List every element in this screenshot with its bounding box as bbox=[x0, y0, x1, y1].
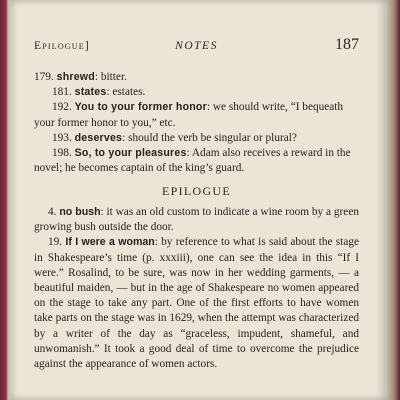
note-number: 193. bbox=[52, 131, 72, 144]
note-text: : we should write, “I bequeath your former honor to you,” etc. bbox=[34, 101, 344, 129]
note-item bbox=[34, 235, 359, 372]
note-text: : Adam also receives a reward in the novel; he becomes captain of the king’s guard. bbox=[34, 147, 351, 175]
section-title: EPILOGUE bbox=[161, 184, 232, 198]
note-number: 181. bbox=[52, 86, 72, 99]
epilogue-notes bbox=[34, 205, 359, 372]
note-item bbox=[34, 100, 359, 130]
note-item bbox=[34, 146, 359, 176]
note-item bbox=[34, 70, 359, 85]
note-term: You to your former honor bbox=[74, 101, 207, 114]
note-term: If I were a woman bbox=[65, 236, 155, 249]
note-term: So, to your pleasures bbox=[74, 147, 187, 160]
page-edge bbox=[388, 0, 391, 400]
note-text: : by reference to what is said about the stage in Shakespeare’s time (p. xxxiii), one can see the idea in this “If I were.” Rosalind, to be sure, was now in her wedding garments, — a beautiful maiden, — but in the age of Shakespeare no women appeared on the stage to take any part. One of the first efforts to have women take parts on the stage was in 1629, when the attempt was characterized by a writer of the day as “graceless, impudent, shameful, and unwomanish.” It took a good deal of time to overcome the prejudice against the appearance of women actors. bbox=[34, 236, 359, 371]
note-text: : it was an old custom to indicate a wine room by a green growing bush outside the door. bbox=[34, 206, 359, 234]
note-term: no bush bbox=[59, 206, 101, 218]
note-number: 4. bbox=[48, 206, 57, 218]
section-marker: Epilogue] bbox=[34, 40, 90, 52]
notes-list bbox=[34, 70, 359, 176]
note-term: shrewd bbox=[56, 71, 95, 83]
note-item bbox=[34, 85, 359, 100]
note-item bbox=[34, 131, 359, 146]
note-number: 192. bbox=[52, 101, 72, 114]
note-number: 19. bbox=[48, 236, 63, 249]
page-number: 187 bbox=[335, 36, 359, 53]
running-head bbox=[34, 38, 359, 58]
note-text: : estates. bbox=[106, 86, 146, 99]
note-number: 198. bbox=[52, 147, 72, 160]
note-text: : bitter. bbox=[94, 71, 127, 83]
note-number: 179. bbox=[34, 71, 54, 83]
note-text: : should the verb be singular or plural? bbox=[122, 131, 297, 144]
header-title: NOTES bbox=[175, 40, 218, 52]
note-term: deserves bbox=[74, 131, 123, 144]
note-item bbox=[34, 205, 359, 235]
note-term: states bbox=[74, 86, 107, 99]
